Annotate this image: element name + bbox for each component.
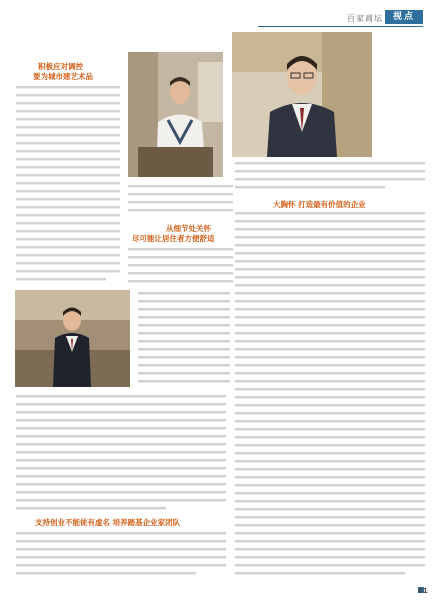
heading-3: 从细节处关怀 <box>166 224 211 233</box>
heading-1: 积极应对调控 <box>38 62 83 71</box>
header-rule <box>258 26 423 27</box>
photo-standing-man <box>15 290 130 387</box>
photo-seated-man <box>128 52 223 177</box>
section-tag: 视点 <box>385 10 423 24</box>
page-number <box>416 586 428 595</box>
heading-6: 支持创业不能徒有虚名 培养踏基企业家团队 <box>35 518 181 527</box>
heading-2: 要为城市建艺术品 <box>33 72 93 81</box>
page-number-text: 61 <box>418 587 428 595</box>
heading-4: 尽可能让居住者方便舒适 <box>132 234 215 243</box>
heading-5: 大胸怀 打造最有价值的企业 <box>273 200 366 209</box>
section-title: 百家商坛 <box>347 14 383 23</box>
photo-man-glasses <box>232 32 372 157</box>
